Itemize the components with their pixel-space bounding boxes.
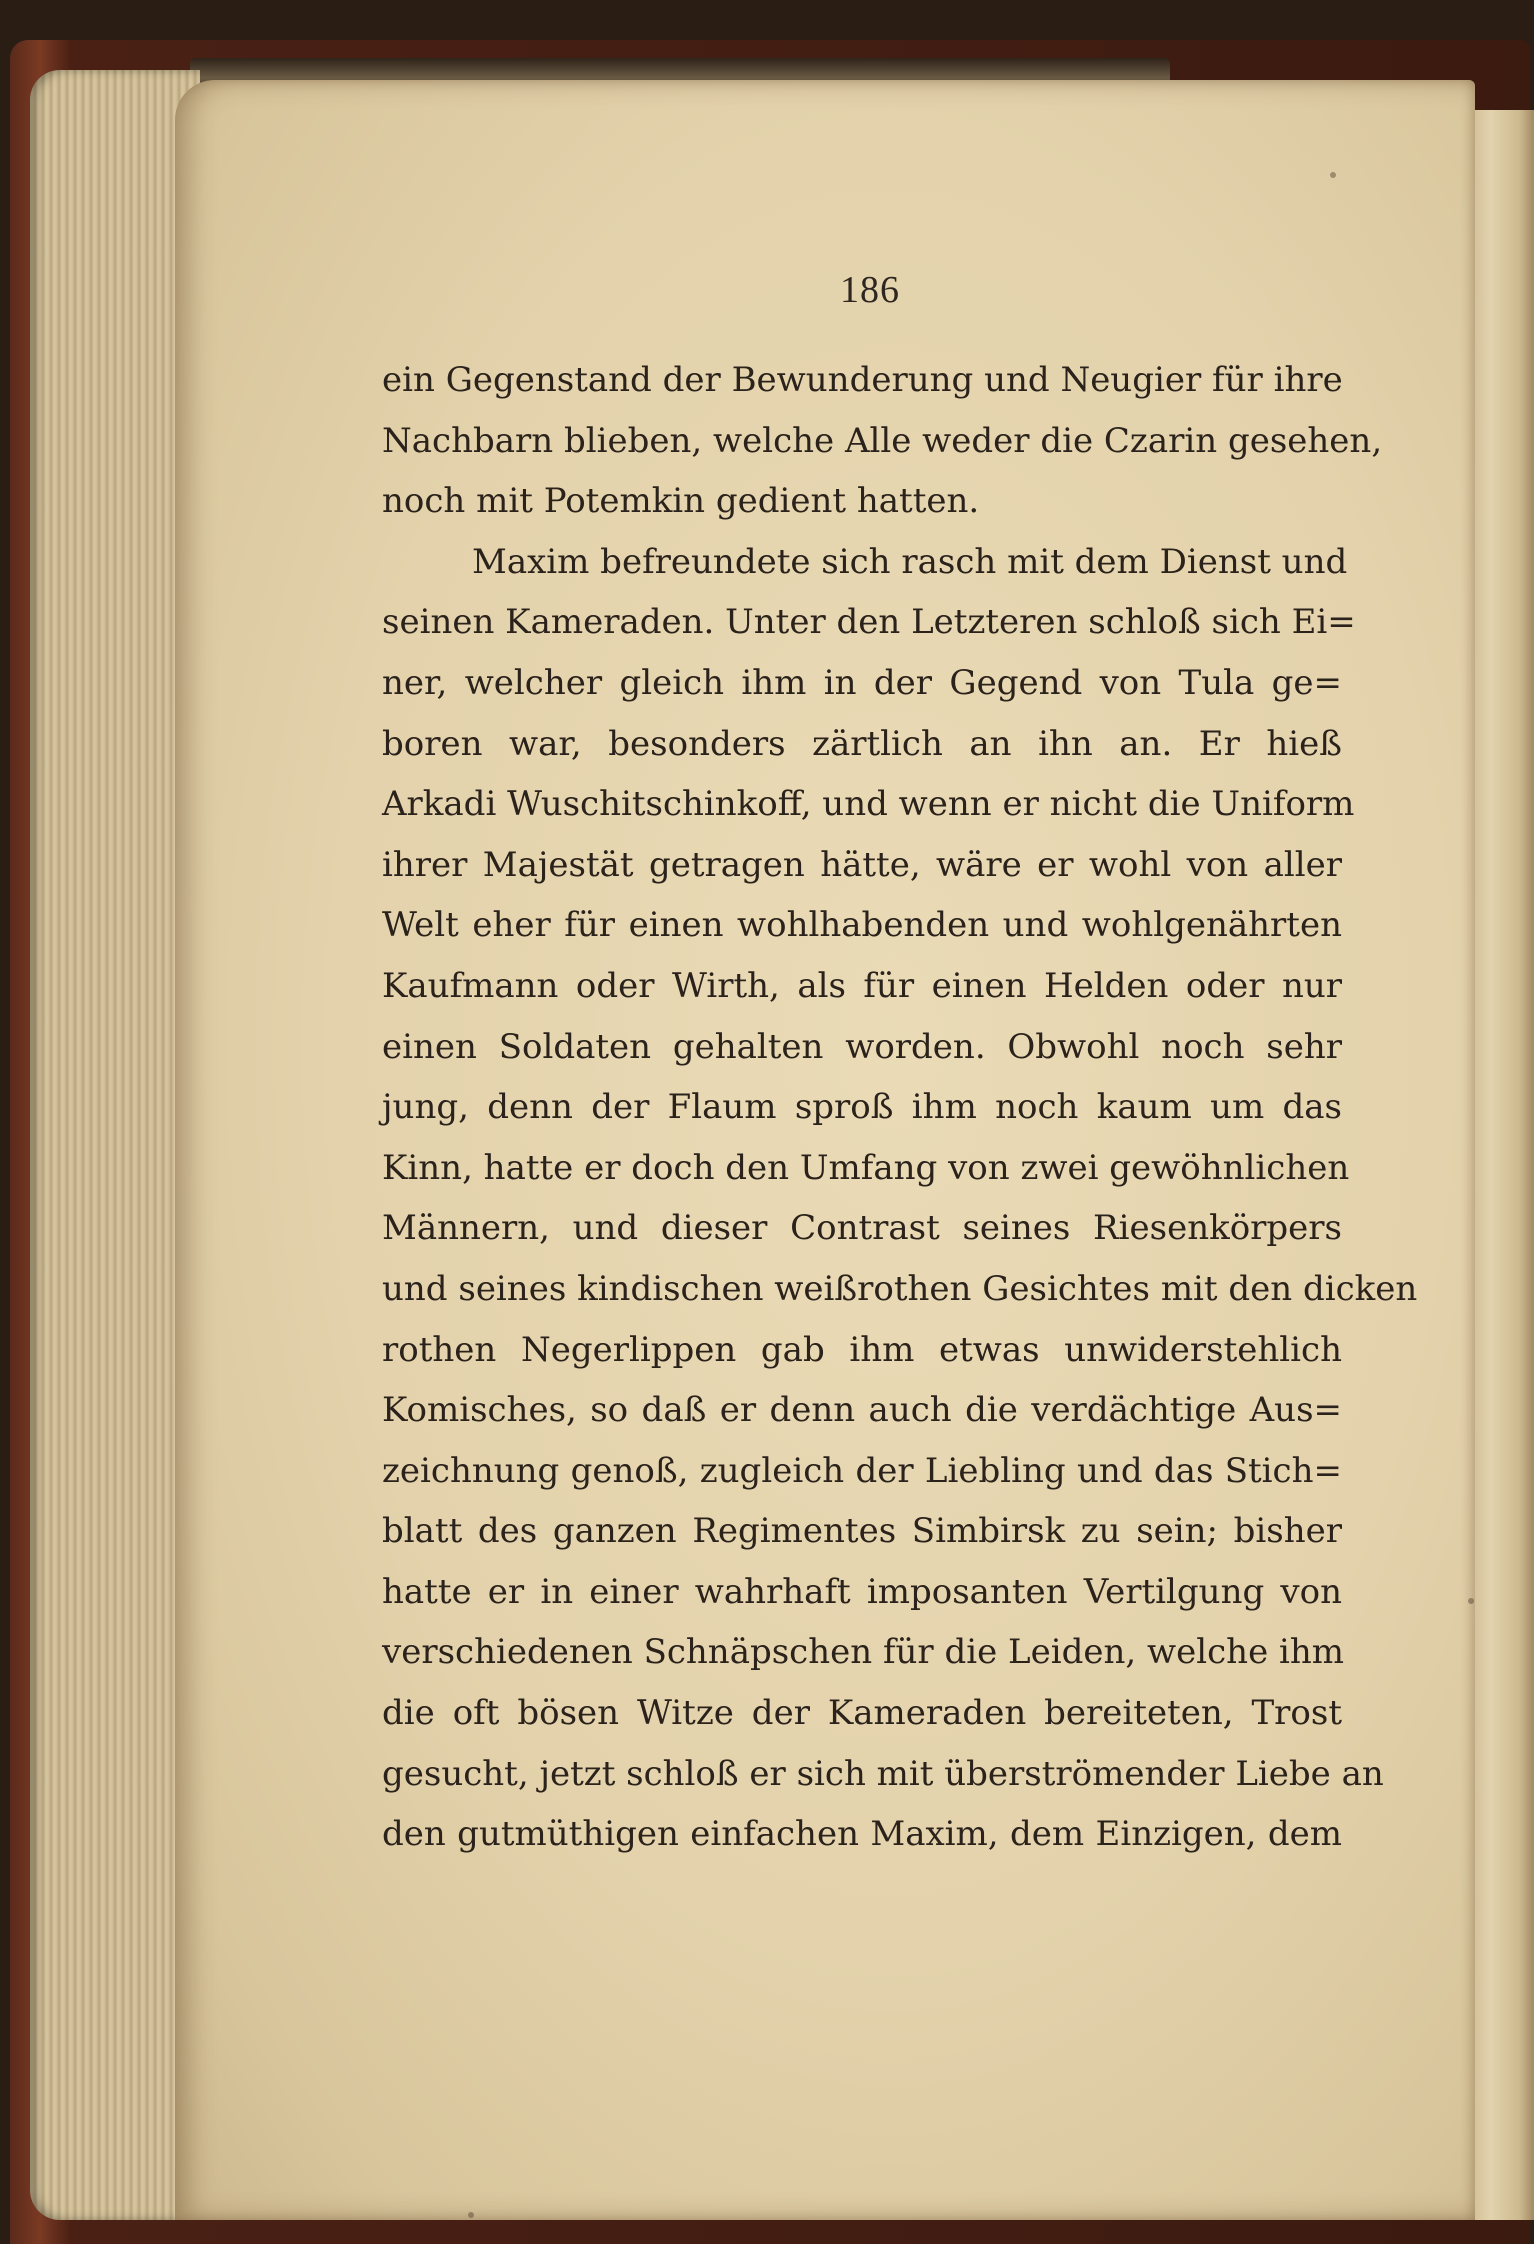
text-line: zeichnung genoß, zugleich der Liebling und das Stich= xyxy=(382,1450,1342,1491)
text-line: verschiedenen Schnäpschen für die Leiden, welche ihm xyxy=(382,1632,1345,1673)
text-line: und seines kindischen weißrothen Gesichtes mit den dicken xyxy=(382,1268,1418,1309)
paper-speck xyxy=(1468,1598,1474,1604)
text-line: die oft bösen Witze der Kameraden bereiteten, Trost xyxy=(382,1693,1342,1734)
text-line: Welt eher für einen wohlhabenden und wohlgenährten xyxy=(382,905,1342,946)
paper-speck xyxy=(1330,172,1336,178)
text-line: Kaufmann oder Wirth, als für einen Helden oder nur xyxy=(382,965,1342,1006)
page-number: 186 xyxy=(840,269,900,311)
text-line: jung, denn der Flaum sproß ihm noch kaum um das xyxy=(382,1087,1342,1128)
text-line: ihrer Majestät getragen hätte, wäre er wohl von aller xyxy=(382,844,1342,885)
text-line: Nachbarn blieben, welche Alle weder die Czarin gesehen, xyxy=(382,420,1383,461)
text-line: Arkadi Wuschitschinkoff, und wenn er nicht die Uniform xyxy=(382,784,1355,825)
text-line: ein Gegenstand der Bewunderung und Neugier für ihre xyxy=(382,360,1343,400)
text-line: noch mit Potemkin gedient hatten. xyxy=(382,481,980,522)
paper-speck xyxy=(468,2212,474,2218)
text-line: Männern, und dieser Contrast seines Riesenkörpers xyxy=(382,1208,1342,1249)
text-line: Kinn, hatte er doch den Umfang von zwei gewöhnlichen xyxy=(382,1147,1350,1188)
page-text xyxy=(382,350,1418,1865)
text-line: rothen Negerlippen gab ihm etwas unwiderstehlich xyxy=(382,1329,1342,1370)
text-line: ner, welcher gleich ihm in der Gegend von Tula ge= xyxy=(382,662,1342,703)
text-line: einen Soldaten gehalten worden. Obwohl noch sehr xyxy=(382,1026,1342,1067)
text-line: blatt des ganzen Regimentes Simbirsk zu sein; bisher xyxy=(382,1511,1342,1552)
text-line: den gutmüthigen einfachen Maxim, dem Einzigen, dem xyxy=(382,1814,1342,1855)
text-line: hatte er in einer wahrhaft imposanten Vertilgung von xyxy=(382,1571,1342,1612)
text-line: Maxim befreundete sich rasch mit dem Dienst und xyxy=(472,541,1348,582)
text-line: Komisches, so daß er denn auch die verdächtige Aus= xyxy=(382,1390,1342,1431)
text-line: seinen Kameraden. Unter den Letzteren schloß sich Ei= xyxy=(382,602,1356,643)
text-line: boren war, besonders zärtlich an ihn an. Er hieß xyxy=(382,723,1342,764)
text-line: gesucht, jetzt schloß er sich mit überströmender Liebe an xyxy=(382,1753,1384,1794)
